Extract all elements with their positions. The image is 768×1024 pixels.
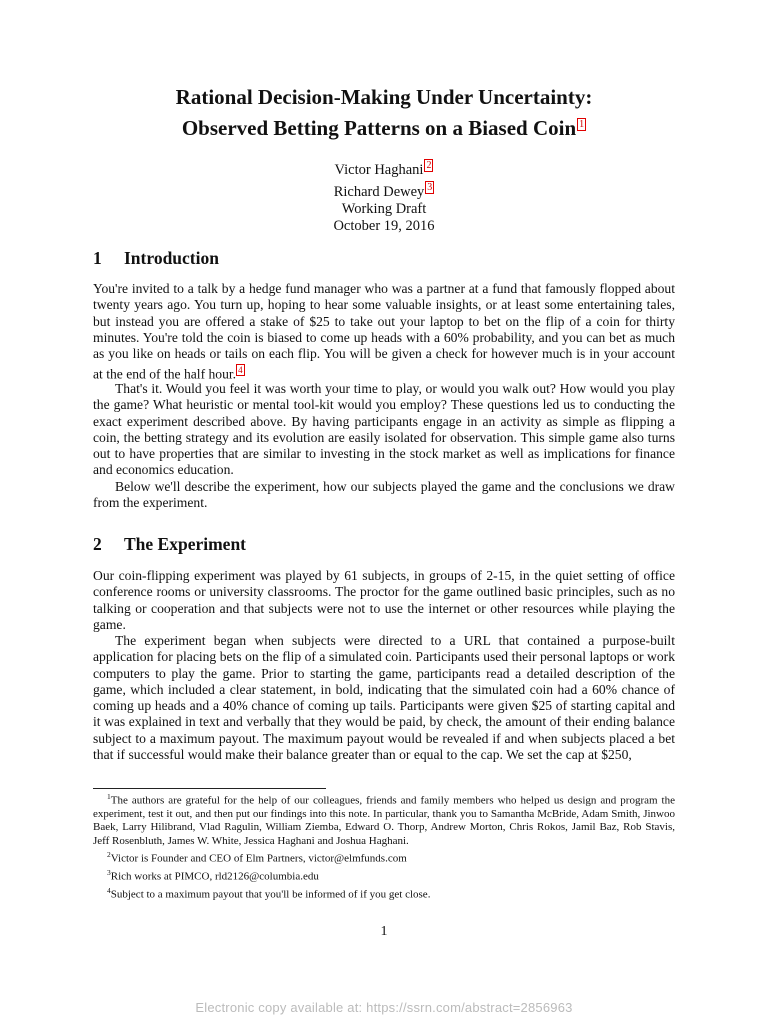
footnote-number: 4 <box>107 886 111 896</box>
section-number: 2 <box>93 534 102 554</box>
intro-paragraph-1-text: You're invited to a talk by a hedge fund manager who was a partner at a fund that famously flopped about twenty years ago. You turn up, hoping to hear some valuable insights, or at least some entertaining tales, but instead you are offered a stake of $25 to take out your laptop to bet on the flip of a coin for thirty minutes. You're told the coin is biased to come up heads with a 60% probability, and you can bet as much as you like on heads or tails on each flip. You will be given a check for however much is in your account at the end of the half hour. <box>93 281 675 383</box>
footnotes <box>93 790 675 902</box>
draft-status: Working Draft <box>341 200 427 217</box>
footnote-2 <box>93 848 675 866</box>
author-2-footnote-link[interactable]: 3 <box>427 181 433 193</box>
section-title: The Experiment <box>124 534 247 554</box>
ssrn-watermark: Electronic copy available at: https://ssrn.com/abstract=2856963 <box>195 1000 573 1015</box>
section-heading-experiment <box>93 534 246 555</box>
title-line-2-text: Observed Betting Patterns on a Biased Coin <box>181 116 577 140</box>
experiment-paragraph-2: The experiment began when subjects were directed to a URL that contained a purpose-built application for placing bets on the flip of a simulated coin. Participants used their personal laptops or work computers to play the game. Prior to starting the game, participants read a detailed description of the game, which included a clear statement, in bold, indicating that the simulated coin had a 60% chance of coming up heads and a 40% chance of coming up tails. Participants were given $25 of starting capital and it was explained in text and verbally that they would be paid, by check, the amount of their ending balance subject to a maximum payout. The maximum payout would be revealed if and when subjects placed a bet that if successful would make their balance greater than or equal to the cap. We set the cap at $250, <box>93 633 675 763</box>
footnote-number: 2 <box>107 850 111 860</box>
paper-title <box>93 84 675 142</box>
footnote-number: 1 <box>107 792 111 801</box>
section-heading-introduction <box>93 248 219 269</box>
footnote-text: Subject to a maximum payout that you'll be informed of if you get close. <box>110 889 431 902</box>
intro-paragraph-3: Below we'll describe the experiment, how our subjects played the game and the conclusions we draw from the experiment. <box>93 479 675 511</box>
intro-paragraph-1 <box>93 281 675 383</box>
author-2 <box>93 179 675 201</box>
paper-date: October 19, 2016 <box>333 217 435 234</box>
author-2-name: Richard Dewey <box>333 183 425 200</box>
page-number: 1 <box>380 924 388 939</box>
footnote-3 <box>93 866 675 884</box>
footnote-text: Victor is Founder and CEO of Elm Partners, victor@elmfunds.com <box>110 852 407 865</box>
title-line-1: Rational Decision-Making Under Uncertainty: <box>175 85 593 109</box>
footnote-divider <box>93 788 326 789</box>
author-1-footnote-link[interactable]: 2 <box>426 160 432 171</box>
footnote-4 <box>93 884 675 902</box>
author-block <box>93 157 675 235</box>
footnote-4-link[interactable]: 4 <box>238 365 243 376</box>
title-line-2 <box>93 111 675 142</box>
intro-paragraph-2: That's it. Would you feel it was worth your time to play, or would you walk out? How would you play the game? What heuristic or mental tool-kit would you employ? These questions led us to conducting the exact experiment described above. By having participants engage in an activity as simple as flipping a coin, the betting strategy and its evolution are easily isolated for observation. This simple game also turns out to have properties that are similar to investing in the stock market as well as implications for finance and economics education. <box>93 381 675 478</box>
author-1-name: Victor Haghani <box>334 161 424 178</box>
footnote-1 <box>93 790 675 848</box>
author-1 <box>93 157 675 179</box>
section-title: Introduction <box>124 248 219 268</box>
footnote-number: 3 <box>107 868 111 878</box>
experiment-paragraph-1: Our coin-flipping experiment was played by 61 subjects, in groups of 2-15, in the quiet setting of office conference rooms or university classrooms. The proctor for the game outlined basic principles, such as no talking or cooperation and that subjects were not to use the internet or other resources while playing the game. <box>93 568 675 632</box>
footnote-text: Rich works at PIMCO, rld2126@columbia.edu <box>110 871 319 883</box>
section-number: 1 <box>93 248 102 268</box>
title-footnote-link[interactable]: 1 <box>579 119 585 130</box>
footnote-text: The authors are grateful for the help of our colleagues, friends and family members who helped us design and program the experiment, test it out, and then put our findings into this note. In particular, thank you to Samantha McBride, Adam Smith, Jinwoo Baek, Larry Hilibrand, Vlad Ragulin, William Ziemba, Edward O. Thorp, Andrew Morton, Chris Rokos, Jamil Baz, Rob Stavis, Jeff Rosenbluth, James W. White, Jessica Haghani and Joshua Haghani. <box>93 794 675 847</box>
